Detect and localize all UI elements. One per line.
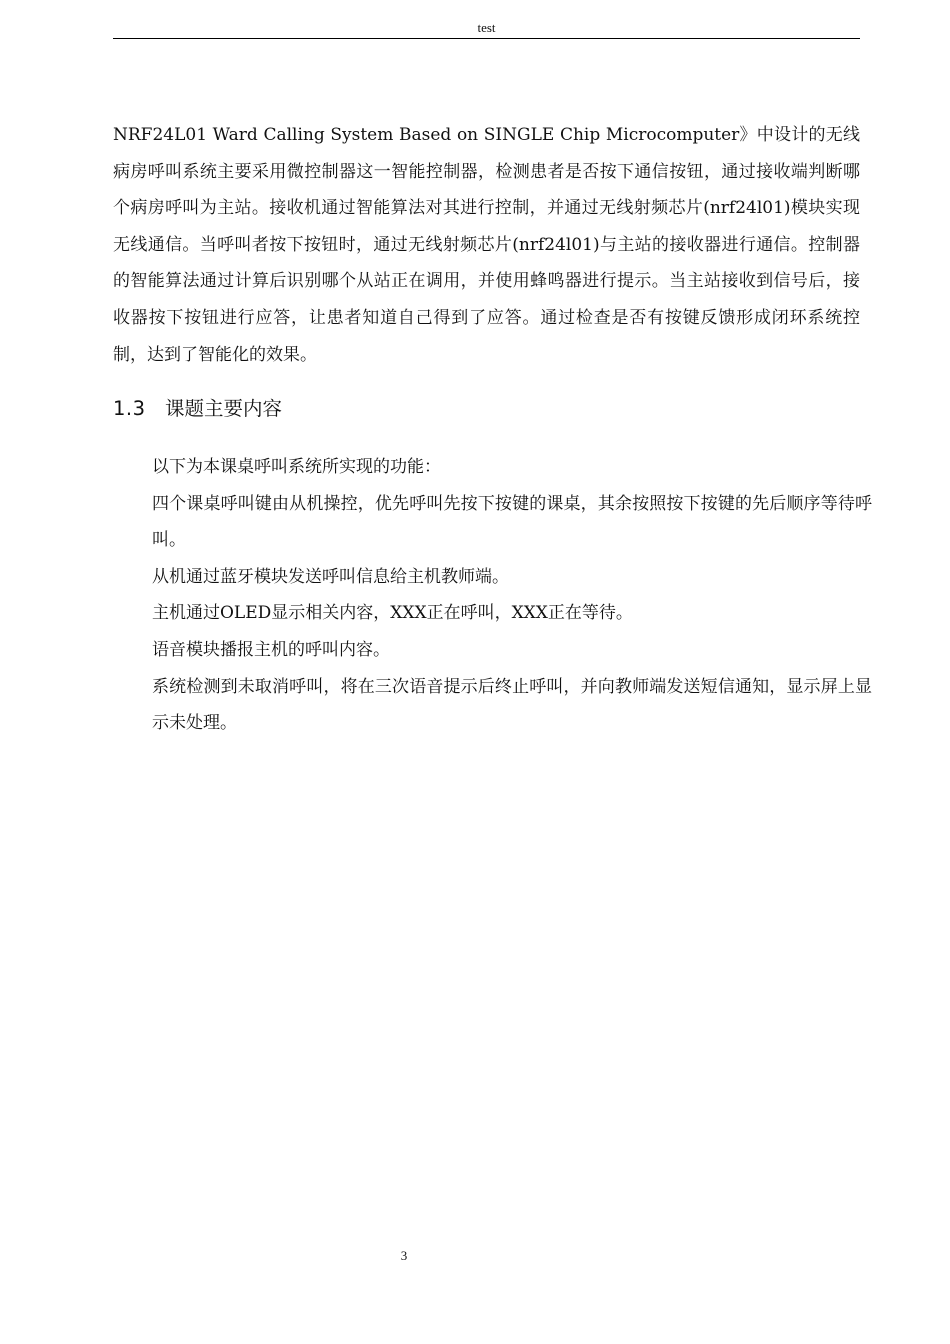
- list-item: 从机通过蓝牙模块发送呼叫信息给主机教师端。: [152, 566, 509, 587]
- list-item: 以下为本课桌呼叫系统所实现的功能：: [152, 457, 441, 477]
- list-item: 系统检测到未取消呼叫，将在三次语音提示后终止呼叫，并向教师端发送短信通知，显示屏上显示未处理。: [152, 676, 872, 734]
- page-number: 3: [400, 1248, 408, 1263]
- list-item: 主机通过OLED显示相关内容，XXX正在呼叫，XXX正在等待。: [152, 603, 633, 624]
- page-header: [113, 20, 860, 39]
- header-title: test: [477, 20, 496, 35]
- list-item: 四个课桌呼叫键由从机操控，优先呼叫先按下按键的课桌，其余按照按下按键的先后顺序等待呼叫。: [152, 493, 872, 551]
- section-title: 课题主要内容: [165, 397, 283, 420]
- section-number: 1.3: [113, 397, 146, 420]
- section-heading: [113, 393, 282, 425]
- content-list: [152, 449, 872, 742]
- body-paragraph: NRF24L01 Ward Calling System Based on SINGLE Chip Microcomputer》中设计的无线病房呼叫系统主要采用微控制器这一智能控制器，检测患者是否按下通信按钮，通过接收端判断哪个病房呼叫为主站。接收机通过智能算法对其进行控制，并通过无线射频芯片(nrf24l01)模块实现无线通信。当呼叫者按下按钮时，通过无线射频芯片(nrf24l01)与主站的接收器进行通信。控制器的智能算法通过计算后识别哪个从站正在调用，并使用蜂鸣器进行提示。当主站接收到信号后，接收器按下按钮进行应答，让患者知道自己得到了应答。通过检查是否有按键反馈形成闭环系统控制，达到了智能化的效果。: [113, 125, 860, 365]
- list-item: 语音模块播报主机的呼叫内容。: [152, 639, 390, 660]
